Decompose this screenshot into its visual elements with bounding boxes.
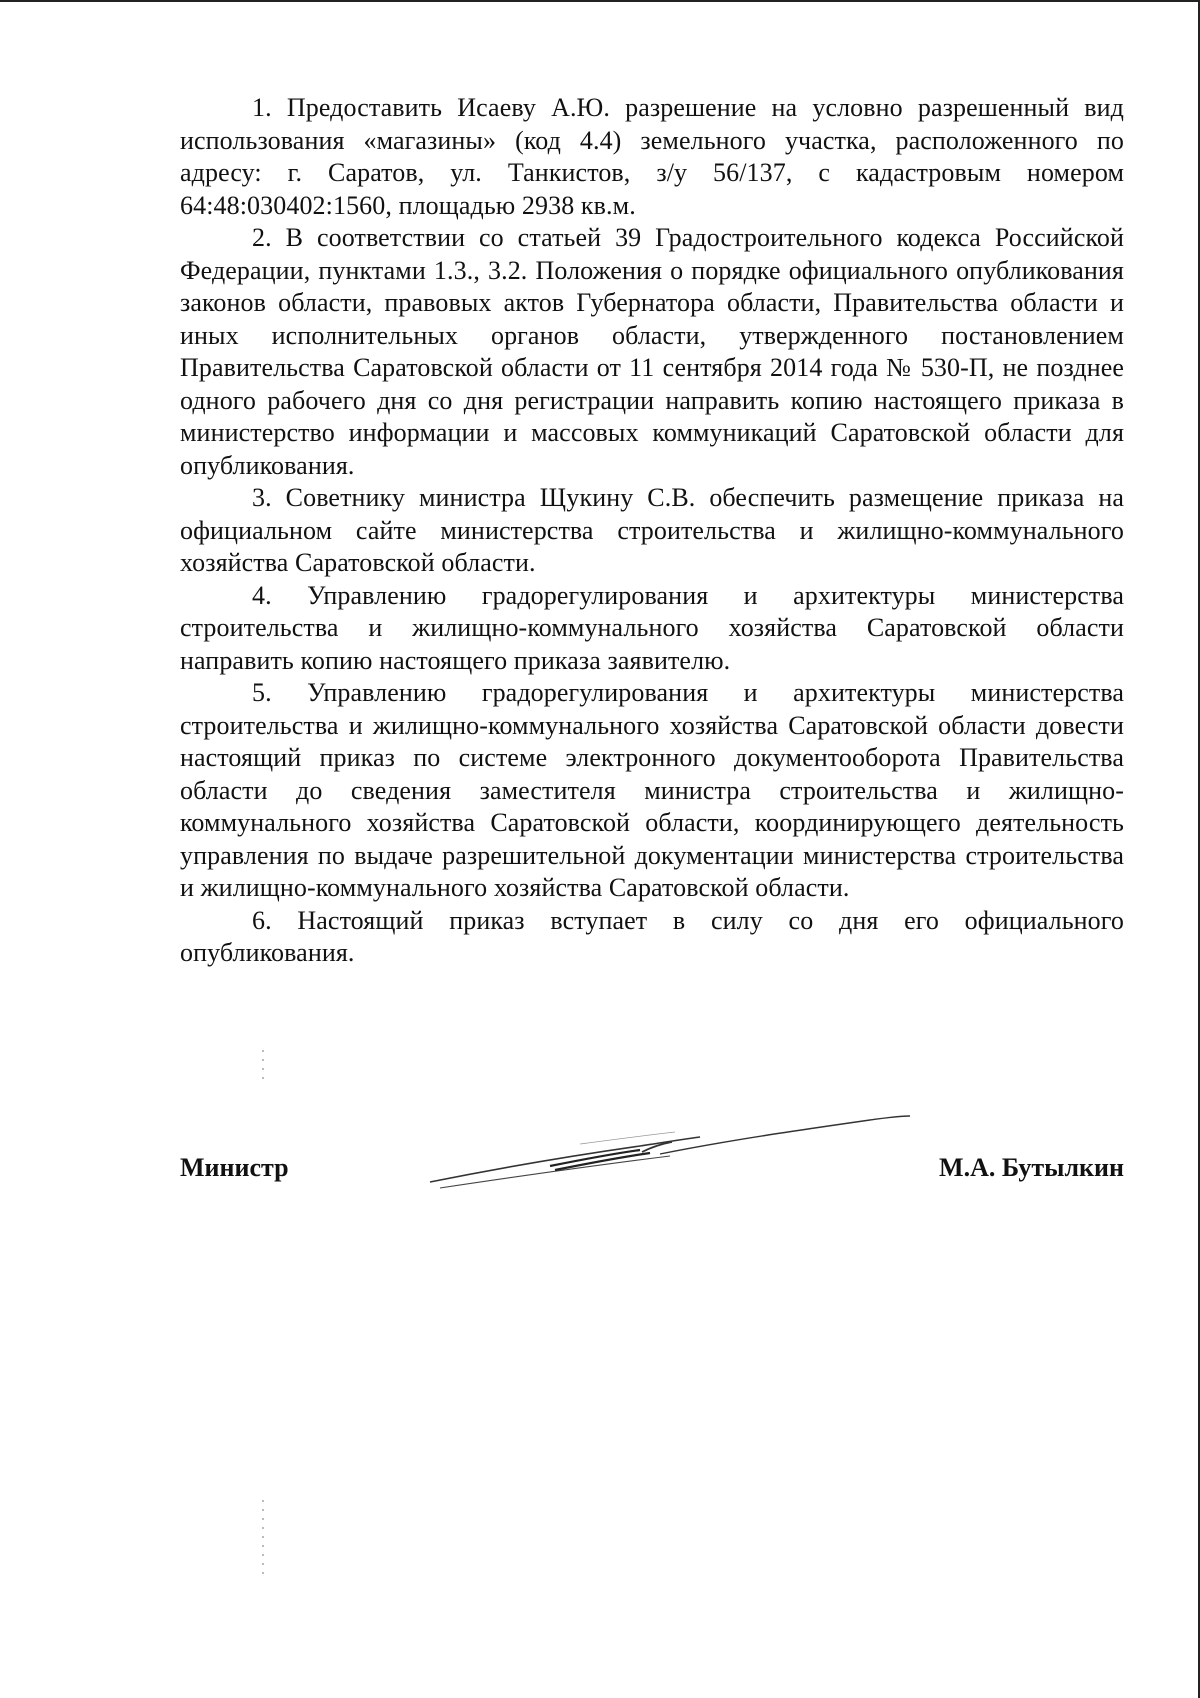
- signatory-title: Министр: [180, 1153, 289, 1182]
- paragraph-1: 1. Предоставить Исаеву А.Ю. разрешение на условно разрешенный вид использования «магазины» (код 4.4) земельного участка, расположенного по адресу: г. Саратов, ул. Танкистов, з/у 56/137, с кадастровым номером 64:48:030402:1560, площадью 2938 кв.м.: [180, 93, 1124, 220]
- scan-artifact-dots: [262, 1050, 264, 1080]
- document-body: [180, 92, 1124, 970]
- signatory-name: М.А. Бутылкин: [939, 1153, 1124, 1182]
- paragraph-2: 2. В соответствии со статьей 39 Градостроительного кодекса Российской Федерации, пунктами 1.3., 3.2. Положения о порядке официального опубликования законов области, правовых актов Губернатора области, Правительства области и иных исполнительных органов области, утвержденного постановлением Правительства Саратовской области от 11 сентября 2014 года № 530-П, не позднее одного рабочего дня со дня регистрации направить копию настоящего приказа в министерство информации и массовых коммуникаций Саратовской области для опубликования.: [180, 223, 1124, 480]
- handwritten-signature: [410, 1110, 930, 1200]
- paragraph-5: 5. Управлению градорегулирования и архитектуры министерства строительства и жилищно-коммунального хозяйства Саратовской области довести настоящий приказ по системе электронного документооборота Правительства области до сведения заместителя министра строительства и жилищно-коммунального хозяйства Саратовской области, координирующего деятельность управления по выдаче разрешительной документации министерства строительства и жилищно-коммунального хозяйства Саратовской области.: [180, 678, 1124, 902]
- scan-artifact-dots: [262, 1500, 264, 1580]
- paragraph-6: 6. Настоящий приказ вступает в силу со дня его официального опубликования.: [180, 905, 1124, 967]
- paragraph-3: 3. Советнику министра Щукину С.В. обеспечить размещение приказа на официальном сайте министерства строительства и жилищно-коммунального хозяйства Саратовской области.: [180, 483, 1124, 577]
- scan-border-top: [0, 0, 1200, 2]
- paragraph-4: 4. Управлению градорегулирования и архитектуры министерства строительства и жилищно-коммунального хозяйства Саратовской области направить копию настоящего приказа заявителю.: [180, 580, 1124, 675]
- signature-block: [180, 1148, 1124, 1208]
